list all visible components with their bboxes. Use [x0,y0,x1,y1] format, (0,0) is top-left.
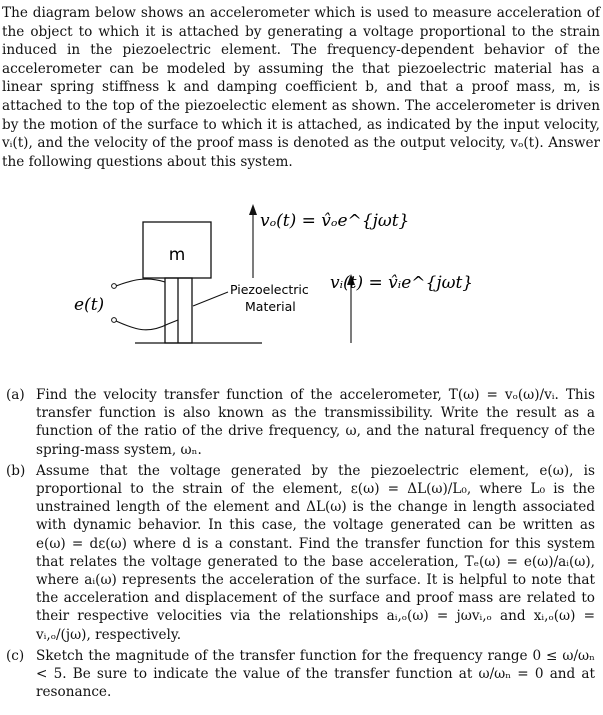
question-b-label: (b) [6,462,26,479]
accelerometer-figure [0,190,603,380]
question-a [0,386,603,459]
question-c-label: (c) [6,647,25,664]
mass-label: m [168,245,186,265]
accelerometer-diagram [0,190,603,380]
question-b [0,462,603,644]
piezo-label-line1: Piezoelectric [230,282,309,297]
piezo-leader-line [193,292,228,306]
intro-paragraph: The diagram below shows an accelerometer which is used to measure acceleration of the object to which it is attached by generating a voltage proportional to the strain induced in the piezoelectric element. The frequency-dependent behavior of the accelerometer can be modeled by assuming the that piezoelectric material has a linear spring stiffness k and damping coefficient b, and that a proof mass, m, is attached to the top of the piezoelectic element as shown. The accelerometer is driven by the motion of the surface to which it is attached, as indicated by the input velocity, vᵢ(t), and the velocity of the proof mass is denoted as the output velocity, vₒ(t). Answer the following questions about this system. [2,5,600,170]
output-velocity-equation: vₒ(t) = v̂ₒe^{jωt} [260,211,410,231]
question-b-text: Assume that the voltage generated by the piezoelectric element, e(ω), is proportional to the strain of the element, ε(ω) = ΔL(ω)/L₀, where L₀ is the unstrained length of the element and ΔL(ω) is the change in length associated with dynamic behavior. In this case, the voltage generated can be written as e(ω) = dε(ω) where d is a constant. Find the transfer function for this system that relates the voltage generated to the base acceleration, Tₑ(ω) = e(ω)/aᵢ(ω), where aᵢ(ω) represents the acceleration of the surface. It is helpful to note that the acceleration and displacement of the surface and proof mass are related to their respective velocities via the relationships aᵢ,ₒ(ω) = jωvᵢ,ₒ and xᵢ,ₒ(ω) = vᵢ,ₒ/(jω), respectively. [36,462,595,643]
wire-top [116,279,165,286]
question-list [0,386,603,704]
question-c-text: Sketch the magnitude of the transfer function for the frequency range 0 ≤ ω/ωₙ < 5. Be sure to indicate the value of the transfer function at ω/ωₙ = 0 and at resonance. [36,647,595,701]
input-velocity-equation: vᵢ(t) = v̂ᵢe^{jωt} [330,273,474,293]
terminal-top [112,284,117,289]
terminal-bottom [112,318,117,323]
voltage-label: e(t) [74,295,105,315]
piezo-label-line2: Material [245,299,296,314]
question-a-text: Find the velocity transfer function of the accelerometer, T(ω) = vₒ(ω)/vᵢ. This transfer function is also known as the transmissibility. Write the result as a function of the ratio of the drive frequency, ω, and the natural frequency of the spring-mass system, ωₙ. [36,387,595,458]
question-a-label: (a) [6,387,25,403]
output-velocity-arrowhead [249,204,257,215]
wire-bottom [116,320,178,330]
question-c [0,647,603,702]
